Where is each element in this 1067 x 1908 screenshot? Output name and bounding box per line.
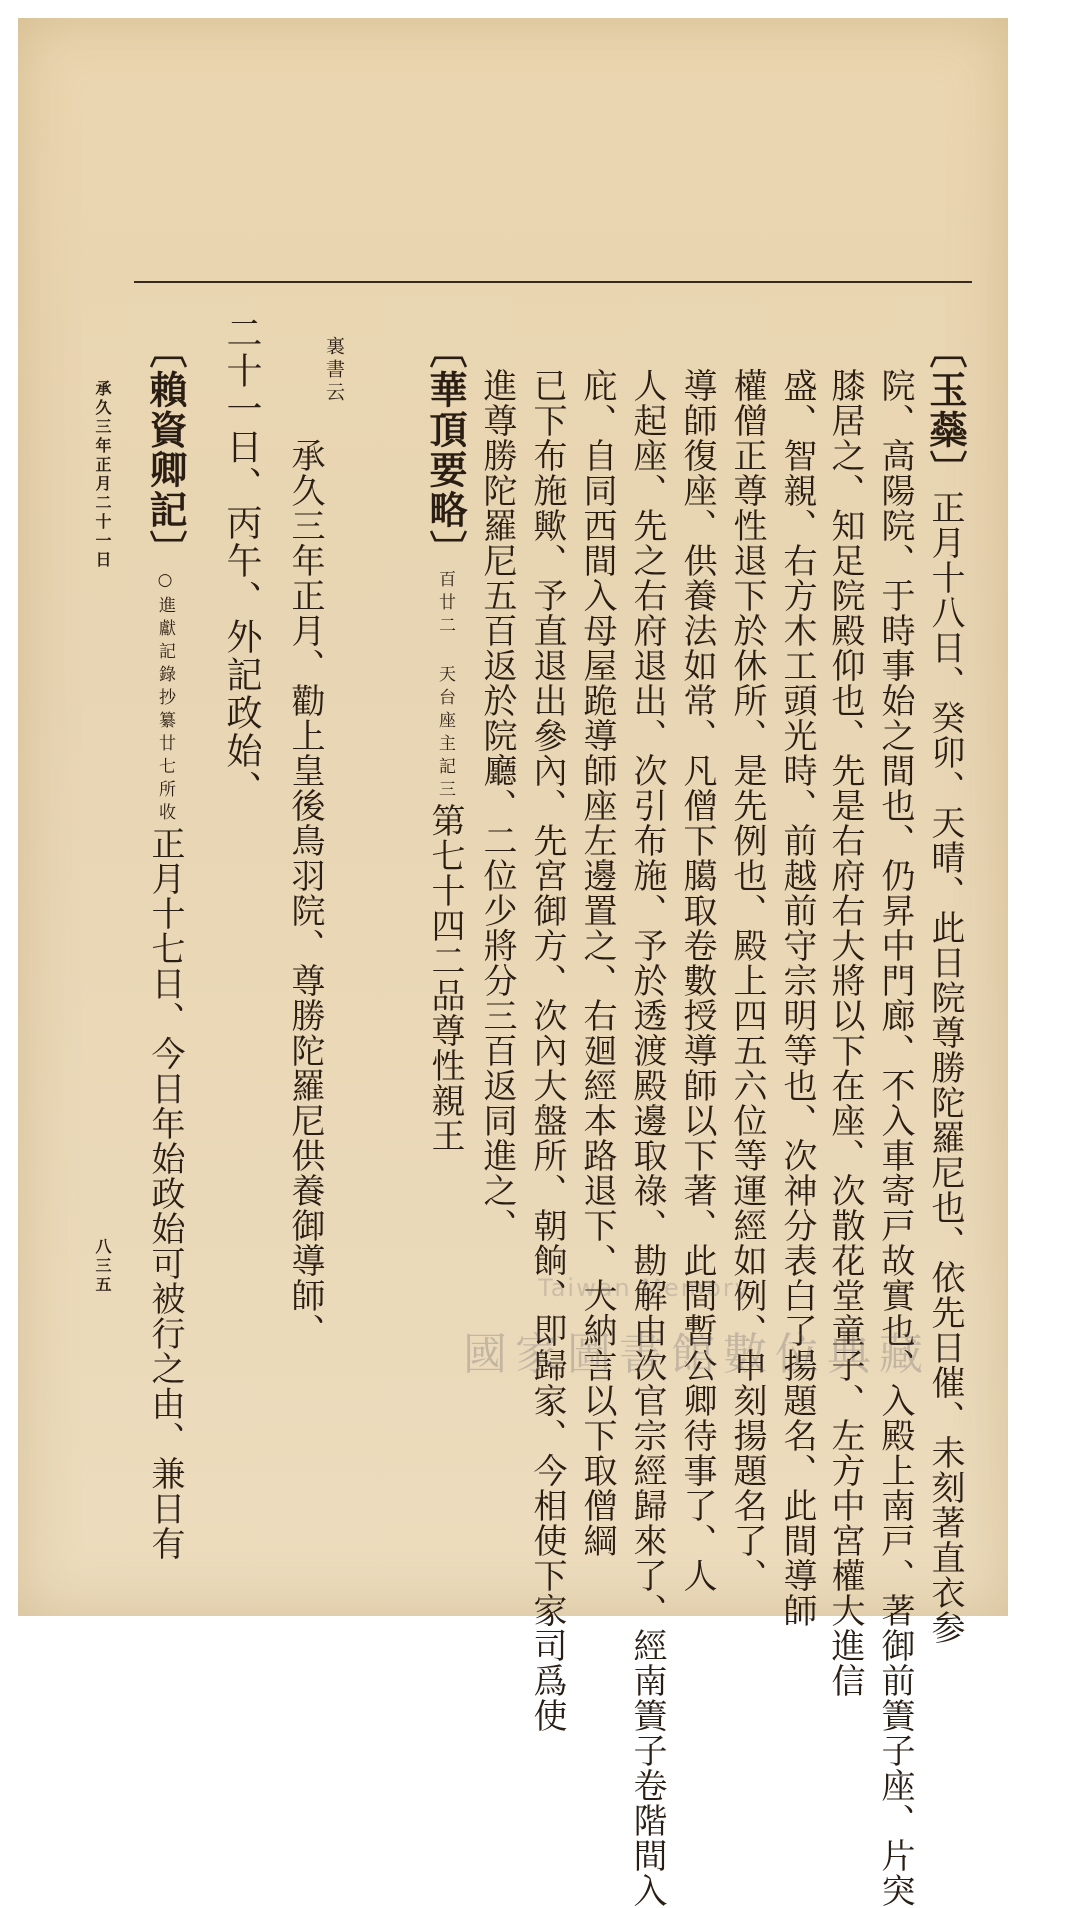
entry-line-9: 已下布施歟、予直退出參內、先宮御方、次內大盤所、朝餉、即歸家、今相使下家司爲使 <box>527 368 567 1733</box>
entry-line-10: 進尊勝陀羅尼五百返於院廳、二位少將分三百返同進之、 <box>477 368 517 1243</box>
entry-line-7: 人起座、先之右府退出、次引布施、予於透渡殿邊取祿、勘解由次官宗經歸來了、經南簀子卷階間入 <box>627 368 667 1908</box>
entry-line-2: 院、高陽院、于時事始之間也、仍昇中門廊、不入車寄戸故實也、入殿上南戸、著御前簀子座、片突 <box>875 368 915 1908</box>
watermark: 國家圖書館數位典藏 <box>463 1329 931 1380</box>
entry-line-1: 〔玉蘂〕正月十八日、癸卯、天晴、此日院尊勝陀羅尼也、依先日催、未刻著直衣参 <box>923 330 968 1645</box>
entry-line-6: 導師復座、供養法如常、凡僧下臈取卷數授導師以下著、此間暫公卿待事了、人 <box>677 368 717 1593</box>
header-rule <box>134 281 972 283</box>
entry-line-8: 庇、自同西間入母屋跪導師座左邊置之、右廻經本路退下、大納言以下取僧綱 <box>577 368 617 1558</box>
running-head: 承久三年正月二十一日 <box>93 380 112 570</box>
source-heading-kacho: 〔華頂要略〕 <box>423 330 468 570</box>
source-note-yorisuke: ○進獻記錄抄纂廿七所收 <box>155 570 175 826</box>
source-heading-gyokuzui: 〔玉蘂〕 <box>923 330 968 490</box>
entry-yorisuke: 〔賴資卿記〕○進獻記錄抄纂廿七所收正月十七日、今日年始政始可被行之由、兼日有 <box>143 330 188 1561</box>
entry-kacho-yoryaku: 〔華頂要略〕百廿二 天台座主記三第七十四二品尊性親王 <box>423 330 468 1153</box>
source-heading-yorisuke: 〔賴資卿記〕 <box>143 330 188 570</box>
entry-line-3: 膝居之、知足院殿仰也、先是右府右大將以下在座、次散花堂童子、左方中宮權大進信 <box>825 368 865 1698</box>
entry-line-4: 盛、智親、右方木工頭光時、前越前守宗明等也、次神分表白了揚題名、此間導師 <box>777 368 817 1628</box>
date-line-21: 二十一日、丙午、外記政始、 <box>221 314 262 808</box>
uragaki-label: 裏書云 <box>323 336 345 405</box>
uragaki-text: 承久三年正月、勸上皇後鳥羽院、尊勝陀羅尼供養御導師、 <box>285 438 325 1348</box>
document-page <box>18 18 1008 1908</box>
source-note-kacho: 百廿二 天台座主記三 <box>435 570 455 803</box>
entry-line-5: 權僧正尊性退下於休所、是先例也、殿上四五六位等運經如例、申刻揚題名了、 <box>727 368 767 1593</box>
watermark-english: Taiwan Memory <box>538 1274 751 1302</box>
page-number: 八三五 <box>93 1238 112 1295</box>
